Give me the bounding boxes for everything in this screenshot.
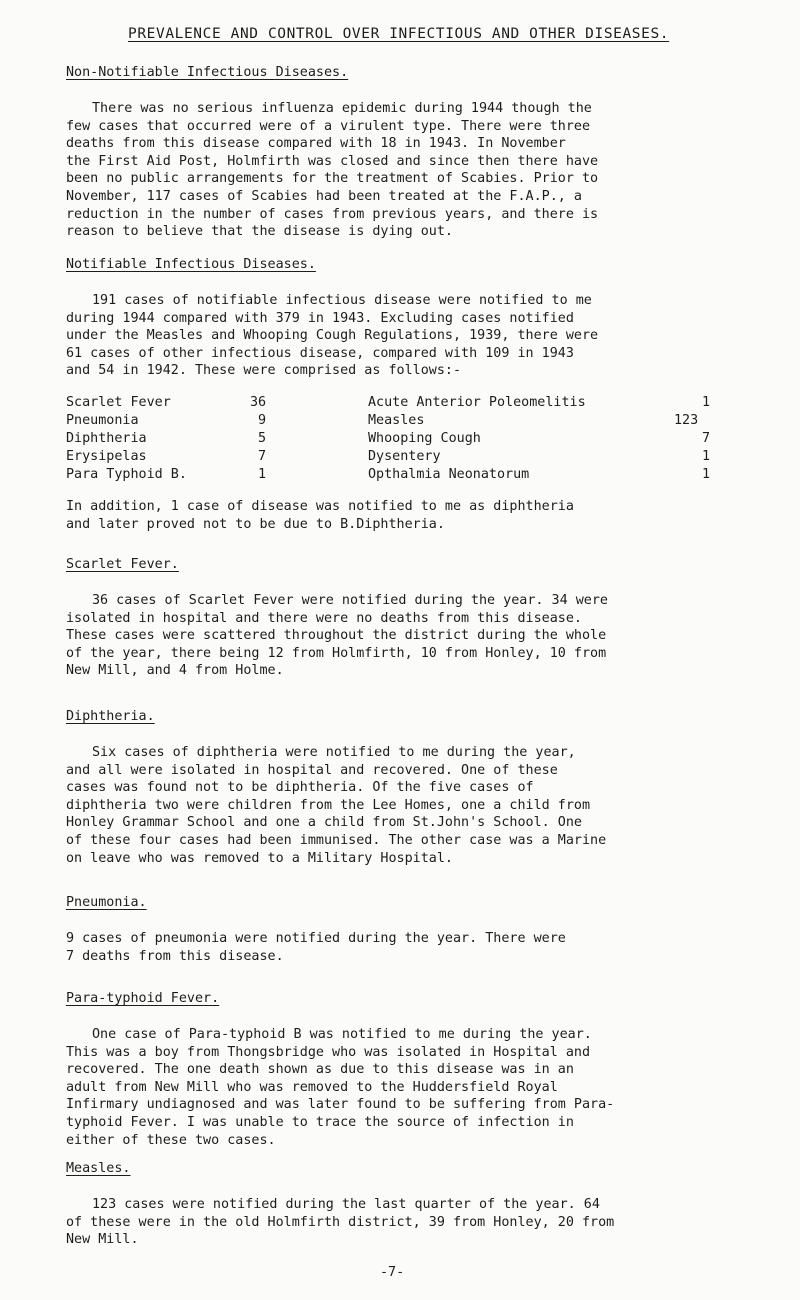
heading-non-notifiable: Non-Notifiable Infectious Diseases. (66, 65, 349, 80)
paragraph-addendum: In addition, 1 case of disease was notified to me as diphtheria and later proved not to be due to B.Diphtheria. (66, 499, 574, 532)
table-right-label: Measles (368, 413, 425, 428)
page-number: -7- (380, 1265, 405, 1280)
paragraph-non-notifiable: There was no serious influenza epidemic during 1944 though the few cases that occurred were of a virulent type. There were three deaths from this disease compared with 18 in 1943. In November the First Aid Post, Holmfirth was closed and since then there have been no public arrangements for the treatment of Scabies. Prior to November, 117 cases of Scabies had been treated at the F.A.P., a reduction in the number of cases from previous years, and there is reason to believe that the disease is dying out. (66, 101, 599, 240)
heading-paratyphoid: Para-typhoid Fever. (66, 991, 220, 1006)
table-right-count: 1 (702, 395, 711, 410)
table-right-count: 7 (702, 431, 711, 446)
table-right-count: 123 (674, 413, 699, 428)
paragraph-pneumonia: 9 cases of pneumonia were notified during the year. There were 7 deaths from this disease. (66, 931, 566, 964)
table-left-label: Pneumonia (66, 413, 139, 428)
table-right-label: Opthalmia Neonatorum (368, 467, 530, 482)
table-left-count: 1 (258, 467, 267, 482)
heading-diphtheria: Diphtheria. (66, 709, 155, 724)
paragraph-diphtheria: Six cases of diphtheria were notified to me during the year, and all were isolated in hospital and recovered. One of these cases was found not to be diphtheria. Of the five cases of diphtheria two were children from the Lee Homes, one a child from Honley Grammar School and one a child from St.John's School. One of these four cases had been immunised. The other case was a Marine on leave who was removed to a Military Hospital. (66, 745, 607, 866)
paragraph-notifiable: 191 cases of notifiable infectious disease were notified to me during 1944 compared with 379 in 1943. Excluding cases notified under the Measles and Whooping Cough Regulations, 1939, there were 61 cases of other infectious disease, compared with 109 in 1943 and 54 in 1942. These were comprised as follows:- (66, 293, 599, 379)
table-left-count: 36 (250, 395, 267, 410)
paragraph-paratyphoid: One case of Para-typhoid B was notified to me during the year. This was a boy from Thongsbridge who was isolated in Hospital and recovered. The one death shown as due to this disease was in an adult from New Mill who was removed to the Huddersfield Royal Infirmary undiagnosed and was later found to be suffering from Para- typhoid Fever. I was unable to trace the source of infection in either of these two cases. (66, 1027, 615, 1148)
heading-notifiable: Notifiable Infectious Diseases. (66, 257, 316, 272)
page-title: PREVALENCE AND CONTROL OVER INFECTIOUS AND OTHER DISEASES. (128, 26, 670, 42)
heading-scarlet-fever: Scarlet Fever. (66, 557, 179, 572)
table-left-count: 9 (258, 413, 267, 428)
table-left-label: Diphtheria (66, 431, 147, 446)
heading-pneumonia: Pneumonia. (66, 895, 147, 910)
paragraph-scarlet-fever: 36 cases of Scarlet Fever were notified during the year. 34 were isolated in hospital and there were no deaths from this disease. These cases were scattered throughout the district during the whole of the year, there being 12 from Holmfirth, 10 from Honley, 10 from New Mill, and 4 from Holme. (66, 593, 608, 679)
table-left-label: Erysipelas (66, 449, 147, 464)
table-right-count: 1 (702, 449, 711, 464)
table-left-count: 5 (258, 431, 267, 446)
table-right-label: Dysentery (368, 449, 441, 464)
heading-measles: Measles. (66, 1161, 131, 1176)
table-left-label: Scarlet Fever (66, 395, 171, 410)
table-right-label: Whooping Cough (368, 431, 481, 446)
table-right-count: 1 (702, 467, 711, 482)
table-left-label: Para Typhoid B. (66, 467, 187, 482)
paragraph-measles: 123 cases were notified during the last quarter of the year. 64 of these were in the old Holmfirth district, 39 from Honley, 20 from New Mill. (66, 1197, 615, 1248)
table-right-label: Acute Anterior Poleomelitis (368, 395, 586, 410)
table-left-count: 7 (258, 449, 267, 464)
